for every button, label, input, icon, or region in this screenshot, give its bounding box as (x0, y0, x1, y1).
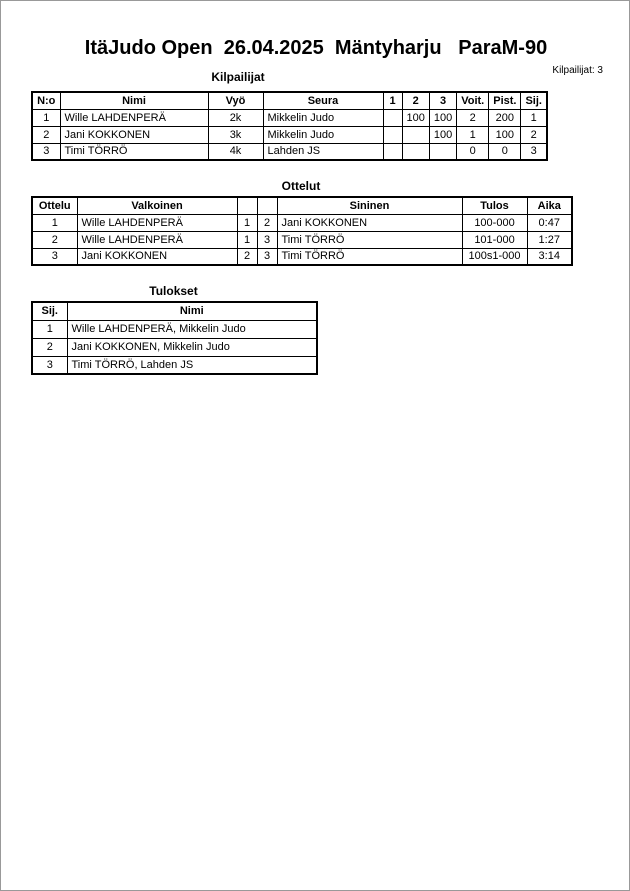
cell-match2: 100 (402, 109, 429, 126)
col-header-no: N:o (32, 92, 60, 109)
cell-rank: 1 (32, 320, 67, 338)
cell-belt: 2k (208, 109, 263, 126)
col-header-belt: Vyö (208, 92, 263, 109)
cell-match3: 100 (429, 109, 456, 126)
table-row (32, 320, 317, 338)
cell-result: 100s1-000 (462, 248, 527, 265)
cell-match3 (429, 143, 456, 160)
cell-time: 1:27 (527, 231, 572, 248)
cell-belt: 4k (208, 143, 263, 160)
cell-belt: 3k (208, 126, 263, 143)
cell-points: 0 (489, 143, 521, 160)
cell-white-name: Wille LAHDENPERÄ (77, 214, 237, 231)
competitors-heading: Kilpailijat (211, 70, 265, 84)
col-header-points: Pist. (489, 92, 521, 109)
cell-rank: 2 (521, 126, 547, 143)
cell-club: Lahden JS (263, 143, 383, 160)
cell-no: 3 (32, 143, 60, 160)
cell-blue-no: 3 (257, 248, 277, 265)
results-heading: Tulokset (149, 284, 198, 298)
cell-time: 3:14 (527, 248, 572, 265)
col-header-match: Ottelu (32, 197, 77, 214)
col-header-result: Tulos (462, 197, 527, 214)
col-header-club: Seura (263, 92, 383, 109)
cell-white-name: Wille LAHDENPERÄ (77, 231, 237, 248)
table-row (32, 338, 317, 356)
col-header-wins: Voit. (457, 92, 489, 109)
cell-white-no: 1 (237, 214, 257, 231)
cell-club: Mikkelin Judo (263, 109, 383, 126)
matches-heading: Ottelut (281, 179, 321, 193)
cell-result: 101-000 (462, 231, 527, 248)
cell-white-name: Jani KOKKONEN (77, 248, 237, 265)
cell-match1 (383, 126, 402, 143)
cell-rank: 3 (521, 143, 547, 160)
cell-blue-name: Jani KOKKONEN (277, 214, 462, 231)
cell-name: Jani KOKKONEN, Mikkelin Judo (67, 338, 317, 356)
col-header-white: Valkoinen (77, 197, 237, 214)
cell-points: 100 (489, 126, 521, 143)
cell-match-no: 1 (32, 214, 77, 231)
cell-match2 (402, 143, 429, 160)
matches-table (31, 196, 573, 266)
col-header-name: Nimi (60, 92, 208, 109)
cell-match3: 100 (429, 126, 456, 143)
cell-name: Jani KOKKONEN (60, 126, 208, 143)
table-row (32, 231, 572, 248)
col-header-match2: 2 (402, 92, 429, 109)
cell-time: 0:47 (527, 214, 572, 231)
cell-white-no: 2 (237, 248, 257, 265)
table-row (32, 143, 547, 160)
competitors-count: Kilpailijat: 3 (552, 65, 603, 76)
table-row (32, 126, 547, 143)
col-header-blue-no (257, 197, 277, 214)
cell-points: 200 (489, 109, 521, 126)
col-header-time: Aika (527, 197, 572, 214)
cell-blue-no: 2 (257, 214, 277, 231)
table-row (32, 248, 572, 265)
cell-match1 (383, 143, 402, 160)
cell-rank: 1 (521, 109, 547, 126)
cell-name: Wille LAHDENPERÄ, Mikkelin Judo (67, 320, 317, 338)
col-header-match3: 3 (429, 92, 456, 109)
cell-blue-name: Timi TÖRRÖ (277, 248, 462, 265)
cell-match2 (402, 126, 429, 143)
cell-white-no: 1 (237, 231, 257, 248)
competitors-table (31, 91, 548, 161)
cell-blue-no: 3 (257, 231, 277, 248)
col-header-rank: Sij. (521, 92, 547, 109)
cell-match1 (383, 109, 402, 126)
cell-rank: 2 (32, 338, 67, 356)
cell-no: 1 (32, 109, 60, 126)
cell-match-no: 2 (32, 231, 77, 248)
col-header-name: Nimi (67, 302, 317, 320)
cell-blue-name: Timi TÖRRÖ (277, 231, 462, 248)
table-row (32, 214, 572, 231)
cell-wins: 0 (457, 143, 489, 160)
cell-club: Mikkelin Judo (263, 126, 383, 143)
cell-wins: 2 (457, 109, 489, 126)
col-header-white-no (237, 197, 257, 214)
table-header-row (32, 197, 572, 214)
table-row (32, 109, 547, 126)
col-header-blue: Sininen (277, 197, 462, 214)
col-header-rank: Sij. (32, 302, 67, 320)
results-table (31, 301, 318, 375)
cell-name: Wille LAHDENPERÄ (60, 109, 208, 126)
cell-name: Timi TÖRRÖ (60, 143, 208, 160)
table-header-row (32, 302, 317, 320)
table-row (32, 356, 317, 374)
cell-wins: 1 (457, 126, 489, 143)
table-header-row (32, 92, 547, 109)
cell-no: 2 (32, 126, 60, 143)
cell-rank: 3 (32, 356, 67, 374)
cell-result: 100-000 (462, 214, 527, 231)
cell-name: Timi TÖRRÖ, Lahden JS (67, 356, 317, 374)
page-title: ItäJudo Open 26.04.2025 Mäntyharju ParaM-90 (84, 37, 548, 59)
cell-match-no: 3 (32, 248, 77, 265)
col-header-match1: 1 (383, 92, 402, 109)
